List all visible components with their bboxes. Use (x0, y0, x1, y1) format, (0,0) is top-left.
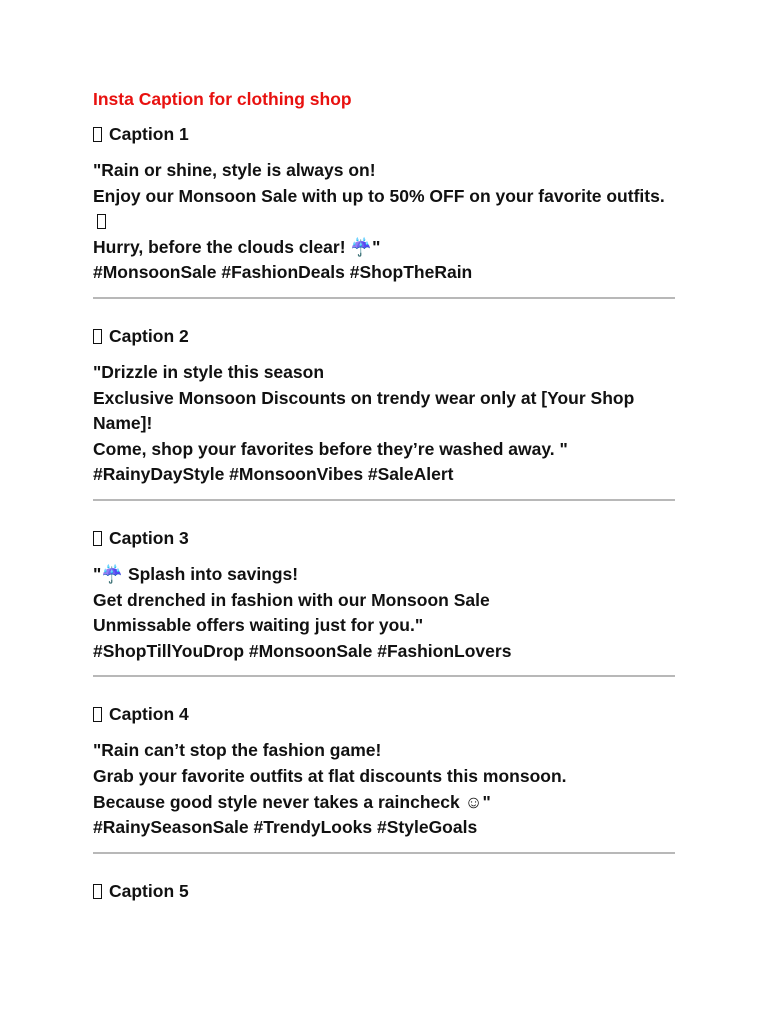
caption-line (93, 184, 675, 235)
caption-heading-label: Caption 4 (109, 704, 189, 725)
missing-glyph-box-icon (97, 214, 106, 229)
caption-heading-label: Caption 1 (109, 124, 189, 144)
caption-line: "Drizzle in style this season (93, 361, 325, 382)
caption-text (93, 360, 675, 488)
caption-heading-label: Caption 2 (109, 325, 189, 346)
hashtag-line: #RainyDayStyle #MonsoonVibes #SaleAlert (93, 464, 454, 485)
caption-line: Unmissable offers waiting just for you." (93, 615, 424, 636)
missing-glyph-box-icon (93, 329, 102, 344)
caption-heading-label: Caption 5 (109, 880, 189, 901)
section-divider (93, 852, 675, 854)
caption-line: Because good style never takes a raincheck ☺" (93, 791, 491, 812)
caption-line: Exclusive Monsoon Discounts on trendy wear only at [Your Shop Name]! (93, 387, 635, 434)
document-title: Insta Caption for clothing shop (93, 89, 352, 109)
caption-section-2 (93, 324, 675, 501)
caption-line: Come, shop your favorites before they’re washed away. " (93, 438, 568, 459)
caption-text (93, 738, 675, 840)
caption-heading-label: Caption 3 (109, 527, 189, 548)
caption-section-1 (93, 122, 675, 299)
caption-line: Get drenched in fashion with our Monsoon Sale (93, 589, 490, 610)
caption-line: "Rain can’t stop the fashion game! (93, 740, 382, 761)
document-body (93, 87, 675, 915)
section-divider (93, 499, 675, 501)
caption-heading (93, 122, 675, 147)
caption-line: "Rain or shine, style is always on! (93, 160, 376, 180)
caption-line: Hurry, before the clouds clear! ☔" (93, 236, 381, 257)
section-divider (93, 297, 675, 299)
caption-text (93, 158, 675, 286)
missing-glyph-box-icon (93, 707, 102, 722)
missing-glyph-box-icon (93, 531, 102, 546)
hashtag-line: #RainySeasonSale #TrendyLooks #StyleGoals (93, 817, 478, 838)
caption-line: "☔ Splash into savings! (93, 563, 299, 584)
missing-glyph-box-icon (93, 127, 102, 142)
caption-heading (93, 702, 675, 727)
caption-line: Grab your favorite outfits at flat discounts this monsoon. (93, 765, 567, 786)
caption-section-5 (93, 879, 675, 904)
caption-heading (93, 526, 675, 551)
missing-glyph-box-icon (93, 884, 102, 899)
hashtag-line: #MonsoonSale #FashionDeals #ShopTheRain (93, 262, 473, 283)
caption-heading (93, 879, 675, 904)
caption-heading (93, 324, 675, 349)
caption-section-3 (93, 526, 675, 677)
caption-section-4 (93, 702, 675, 853)
caption-text (93, 562, 675, 664)
caption-line-text: Enjoy our Monsoon Sale with up to 50% OFF on your favorite outfits. (93, 185, 665, 206)
hashtag-line: #ShopTillYouDrop #MonsoonSale #FashionLovers (93, 640, 512, 661)
section-divider (93, 675, 675, 677)
